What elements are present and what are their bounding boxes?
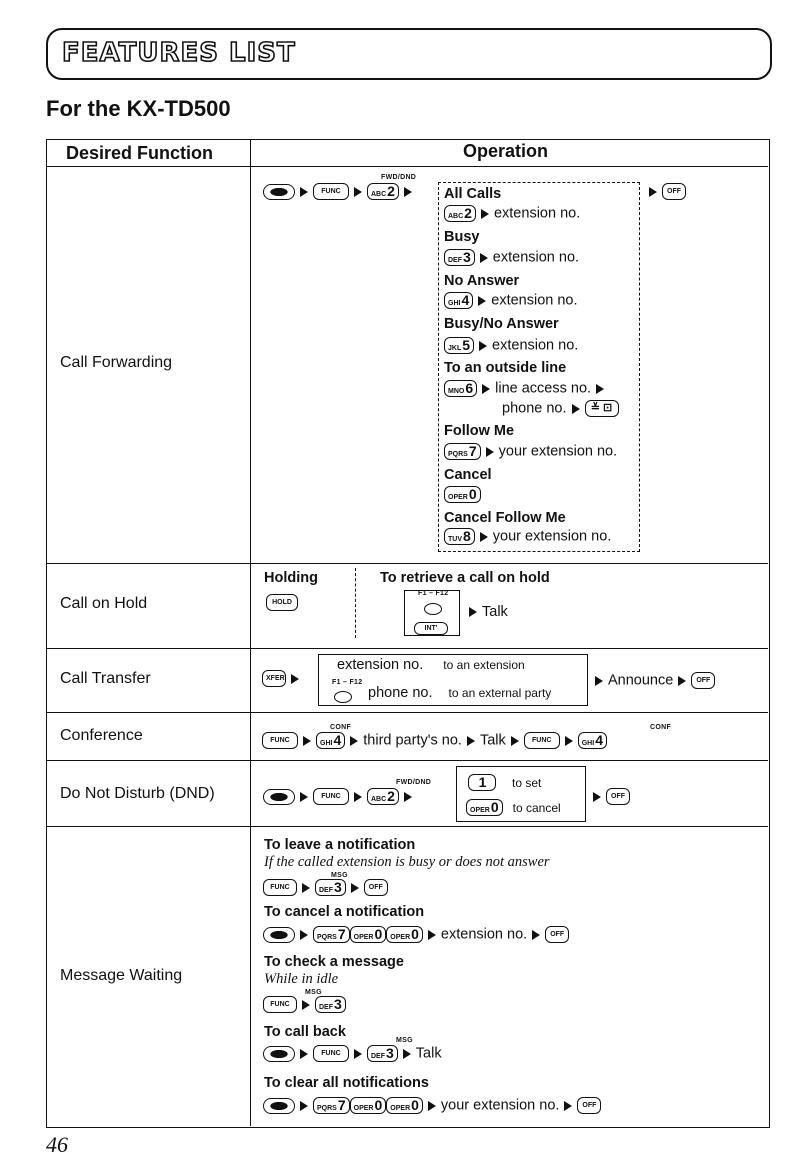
arrow-icon [300, 1049, 308, 1059]
arrow-icon [532, 930, 540, 940]
dnd-set-option: 1 to set [468, 774, 541, 792]
oper0-key: OPER0 [444, 486, 481, 503]
arrow-icon [480, 253, 488, 263]
row-rule [46, 826, 768, 827]
off-key: OFF [662, 183, 686, 200]
cancel-steps [444, 486, 481, 503]
arrow-icon [354, 1049, 362, 1059]
outside-line-steps-2: phone no. ≚ ⊡ [502, 400, 619, 417]
def3-key: DEF3 [444, 249, 475, 266]
mno6-key: MNO6 [444, 380, 477, 397]
msg-label: MSG [396, 1037, 413, 1044]
arrow-icon [428, 930, 436, 940]
transfer-end: Announce OFF [590, 672, 715, 689]
flexible-button-icon [334, 688, 352, 706]
oper0-key: OPER0 [386, 926, 423, 943]
arrow-icon [303, 736, 311, 746]
arrow-icon [481, 209, 489, 219]
dnd-steps [263, 788, 417, 806]
row-rule [46, 712, 768, 713]
arrow-icon [572, 404, 580, 414]
msg-label: MSG [331, 872, 348, 879]
arrow-icon [404, 187, 412, 197]
leave-notification-note: If the called extension is busy or does not answer [264, 854, 550, 870]
fwd-dnd-label: FWD/DND [381, 174, 417, 181]
off-key: OFF [577, 1097, 601, 1114]
f1-f12-label: F1 – F12 [418, 590, 449, 597]
arrow-icon [486, 447, 494, 457]
busy-steps: DEF3 extension no. [444, 249, 579, 266]
check-message-heading: To check a message [264, 954, 404, 970]
holding-steps [266, 594, 298, 612]
ghi4-key: GHI4 [316, 732, 345, 749]
arrow-icon [300, 792, 308, 802]
clear-notifications-heading: To clear all notifications [264, 1075, 429, 1091]
call-forwarding-label: Call Forwarding [60, 354, 173, 371]
follow-me-heading: Follow Me [444, 423, 515, 439]
forwarding-sequence [263, 183, 417, 201]
arrow-icon [565, 736, 573, 746]
handset-icon [263, 184, 295, 200]
no-answer-steps: GHI4 extension no. [444, 292, 578, 309]
dnd-label: Do Not Disturb (DND) [60, 785, 215, 802]
intercom-key: INT' [414, 622, 448, 635]
abc2-key: ABC2 [367, 183, 399, 200]
off-key: OFF [364, 879, 388, 896]
message-waiting-label: Message Waiting [60, 967, 183, 984]
flexible-button-icon [424, 600, 442, 618]
arrow-icon [302, 883, 310, 893]
handset-icon [263, 1098, 295, 1114]
arrow-icon [479, 341, 487, 351]
conf-label: CONF [330, 724, 352, 731]
func-key: FUNC [313, 1045, 349, 1062]
pause-key: ≚ ⊡ [585, 400, 619, 417]
arrow-icon [467, 736, 475, 746]
hold-separator [355, 568, 356, 638]
busy-heading: Busy [444, 229, 480, 245]
call-back-heading: To call back [264, 1024, 346, 1040]
func-key: FUNC [313, 183, 349, 200]
arrow-icon [593, 792, 601, 802]
conf-label: CONF [650, 724, 672, 731]
oper0-key: OPER0 [350, 1097, 387, 1114]
retrieve-heading: To retrieve a call on hold [380, 570, 550, 586]
arrow-icon [404, 792, 412, 802]
ghi4-key: GHI4 [444, 292, 473, 309]
arrow-icon [480, 532, 488, 542]
cancel-follow-me-steps: TUV8 your extension no. [444, 528, 611, 545]
pqrs7-key: PQRS7 [444, 443, 481, 460]
desired-function-header: Desired Function [66, 143, 214, 163]
arrow-icon [649, 187, 657, 197]
def3-key: DEF3 [315, 879, 346, 896]
msg-label: MSG [305, 989, 322, 996]
arrow-icon [428, 1101, 436, 1111]
fwd-dnd-label: FWD/DND [396, 779, 432, 786]
retrieve-talk: Talk [464, 604, 508, 620]
oper0-key: OPER0 [386, 1097, 423, 1114]
func-key: FUNC [524, 732, 560, 749]
tuv8-key: TUV8 [444, 528, 475, 545]
cancel-heading: Cancel [444, 467, 492, 483]
transfer-start [262, 670, 304, 688]
page-number: 46 [46, 1132, 68, 1157]
holding-heading: Holding [264, 570, 318, 586]
hold-key: HOLD [266, 594, 298, 611]
row-rule [46, 648, 768, 649]
arrow-icon [511, 736, 519, 746]
operation-header: Operation [463, 141, 549, 161]
features-list-title: FEATURES LIST [62, 38, 296, 68]
model-subtitle: For the KX-TD500 [46, 96, 231, 121]
arrow-icon [300, 1101, 308, 1111]
outside-line-steps: MNO6 line access no. [444, 380, 609, 397]
arrow-icon [403, 1049, 411, 1059]
row-rule [46, 760, 768, 761]
off-key: OFF [545, 926, 569, 943]
follow-me-steps: PQRS7 your extension no. [444, 443, 617, 460]
busy-no-answer-heading: Busy/No Answer [444, 316, 559, 332]
abc2-key: ABC2 [367, 788, 399, 805]
handset-icon [263, 927, 295, 943]
transfer-external-option: phone no. to an external party [368, 685, 552, 701]
no-answer-heading: No Answer [444, 273, 520, 289]
dnd-cancel-option: OPER0 to cancel [466, 799, 561, 817]
column-divider [250, 139, 251, 1126]
handset-icon [263, 789, 295, 805]
outside-line-heading: To an outside line [444, 360, 567, 376]
conference-label: Conference [60, 727, 143, 744]
cancel-notification-heading: To cancel a notification [264, 904, 425, 920]
transfer-ext-option: extension no. to an extension [337, 657, 525, 673]
cancel-notification-steps: PQRS7 OPER0 OPER0 extension no. OFF [263, 926, 569, 943]
forwarding-end [644, 183, 686, 201]
jkl5-key: JKL5 [444, 337, 474, 354]
arrow-icon [596, 384, 604, 394]
one-key: 1 [468, 774, 496, 791]
check-message-steps [263, 996, 346, 1014]
func-key: FUNC [313, 788, 349, 805]
arrow-icon [564, 1101, 572, 1111]
arrow-icon [478, 296, 486, 306]
off-key: OFF [606, 788, 630, 805]
arrow-icon [351, 883, 359, 893]
all-calls-steps: ABC2 extension no. [444, 205, 580, 222]
arrow-icon [302, 1000, 310, 1010]
arrow-icon [482, 384, 490, 394]
ghi4-key: GHI4 [578, 732, 607, 749]
arrow-icon [300, 930, 308, 940]
func-key: FUNC [263, 996, 297, 1013]
arrow-icon [469, 607, 477, 617]
abc2-key: ABC2 [444, 205, 476, 222]
f1-f12-label: F1 – F12 [332, 679, 363, 686]
def3-key: DEF3 [315, 996, 346, 1013]
clear-notifications-steps: PQRS7 OPER0 OPER0 your extension no. OFF [263, 1097, 601, 1114]
cancel-follow-me-heading: Cancel Follow Me [444, 510, 566, 526]
arrow-icon [354, 187, 362, 197]
def3-key: DEF3 [367, 1045, 398, 1062]
func-key: FUNC [263, 879, 297, 896]
call-on-hold-label: Call on Hold [60, 595, 148, 612]
dnd-end [588, 788, 630, 806]
func-key: FUNC [262, 732, 298, 749]
intercom-key-wrap [414, 620, 448, 638]
call-back-steps: FUNC DEF3 Talk [263, 1045, 442, 1062]
leave-notification-heading: To leave a notification [264, 837, 416, 853]
arrow-icon [595, 676, 603, 686]
arrow-icon [354, 792, 362, 802]
oper0-key: OPER0 [350, 926, 387, 943]
handset-icon [263, 1046, 295, 1062]
arrow-icon [678, 676, 686, 686]
conference-steps: FUNC GHI4 third party's no. Talk FUNC GHI4 [262, 732, 607, 749]
arrow-icon [300, 187, 308, 197]
xfer-key: XFER [262, 670, 286, 687]
oper0-key: OPER0 [466, 799, 503, 816]
leave-notification-steps [263, 879, 388, 897]
header-rule [46, 166, 768, 167]
all-calls-heading: All Calls [444, 186, 502, 202]
busy-no-answer-steps: JKL5 extension no. [444, 337, 578, 354]
row-rule [46, 563, 768, 564]
off-key: OFF [691, 672, 715, 689]
arrow-icon [291, 674, 299, 684]
check-message-note: While in idle [264, 971, 339, 987]
pqrs7-key: PQRS7 [313, 1097, 350, 1114]
call-transfer-label: Call Transfer [60, 670, 151, 687]
arrow-icon [350, 736, 358, 746]
pqrs7-key: PQRS7 [313, 926, 350, 943]
